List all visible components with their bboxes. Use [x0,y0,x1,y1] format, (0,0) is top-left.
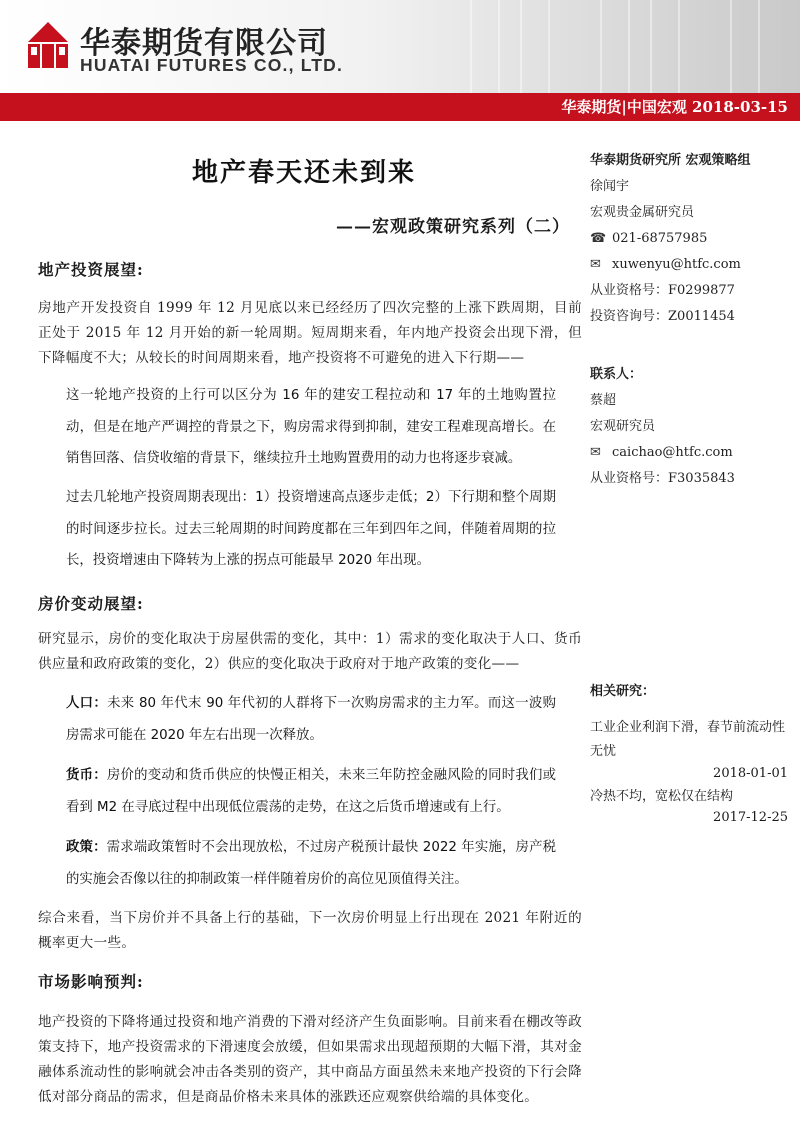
mail-icon: ✉ [590,445,601,460]
company-name-en: HUATAI FUTURES CO., LTD. [80,55,344,75]
header-decoration [600,0,630,93]
bullet-label: 政策： [66,840,107,855]
consult-label: 投资咨询号： [590,309,669,324]
breadcrumb: 华泰期货|中国宏观 2018-03-15 [561,98,788,116]
report-series: ——宏观政策研究系列（二） [336,217,570,237]
analyst-consult: Z0011454 [668,309,735,324]
header-decoration [470,0,500,93]
header-decoration [730,0,760,93]
analyst-phone: 021-68757985 [612,231,708,246]
bullet-item [66,760,556,823]
related-item-date: 2018-01-01 [713,766,788,781]
license-label: 从业资格号： [590,471,669,486]
page-header [0,0,800,93]
contact-email-row [590,440,795,466]
analyst-license: F0299877 [668,283,735,298]
analyst-email-row [590,252,795,278]
bullet-label: 人口： [66,696,108,711]
related-item-title[interactable]: 冷热不均，宽松仅在结构 [590,789,734,804]
analyst-email[interactable]: xuwenyu@htfc.com [612,257,741,272]
analyst-license-row [590,278,795,304]
license-label: 从业资格号： [590,283,669,298]
company-logo-icon [26,20,70,70]
analyst-title: 宏观贵金属研究员 [590,205,695,220]
bullet-text: 房价的变动和货币供应的快慢正相关，未来三年防控金融风险的同时我们或看到 M2 在寻底过程中出现低位震荡的走势，在这之后货币增速或有上行。 [66,768,557,815]
bullet-item [66,832,556,895]
bullet-item [66,688,556,751]
contact-title: 宏观研究员 [590,419,656,434]
report-title: 地产春天还未到来 [192,158,417,188]
bullet-label: 货币： [66,768,107,783]
contact-email[interactable]: caichao@htfc.com [612,445,733,460]
phone-icon: ☎ [590,231,607,246]
section-paragraph: 研究显示，房价的变化取决于房屋供需的变化，其中：1）需求的变化取决于人口、货币供应量和政府政策的变化，2）供应的变化取决于政府对于地产政策的变化—— [38,631,582,672]
contact-license-row [590,466,795,492]
section-summary: 综合来看，当下房价并不具备上行的基础，下一次房价明显上行出现在 2021 年附近的概率更大一些。 [38,910,582,951]
section-heading: 地产投资展望: [38,260,144,279]
sidebar-analyst [590,148,795,330]
bullet-item [66,380,556,475]
sidebar-org: 华泰期货研究所 宏观策略组 [590,153,751,168]
section-paragraph: 地产投资的下降将通过投资和地产消费的下滑对经济产生负面影响。目前来看在棚改等政策支持下，地产投资需求的下滑速度会放缓，但如果需求出现超预期的大幅下滑，其对金融体系流动性的影响就会冲击各类别的资产，其中商品方面虽然未来地产投资的下行会降低对部分商品的需求，但是商品价格未来具体的涨跌还应观察供给端的具体变化。 [38,1014,582,1105]
contact-name: 蔡超 [590,393,617,408]
analyst-phone-row [590,226,795,252]
related-item-title[interactable]: 工业企业利润下滑，春节前流动性无忧 [590,720,786,759]
bullet-text: 未来 80 年代末 90 年代初的人群将下一次购房需求的主力军。而这一波购房需求可能在 2020 年左右出现一次释放。 [66,696,556,743]
bullet-text: 这一轮地产投资的上行可以区分为 16 年的建安工程拉动和 17 年的土地购置拉动，但是在地产严调控的背景之下，购房需求得到抑制，建安工程难现高增长。在销售回落、信贷收缩的背景下，继续拉升土地购置费用的动力也将逐步衰减。 [66,388,556,466]
mail-icon: ✉ [590,257,601,272]
analyst-consult-row [590,304,795,330]
sidebar-contact [590,362,795,492]
header-decoration [520,0,550,93]
header-decoration [650,0,680,93]
bullet-text: 过去几轮地产投资周期表现出：1）投资增速高点逐步走低；2）下行期和整个周期的时间逐步拉长。过去三轮周期的时间跨度都在三年到四年之间，伴随着周期的拉长，投资增速由下降转为上涨的拐点可能最早 2020 年出现。 [66,490,556,568]
contact-label: 联系人： [590,367,643,382]
company-name-cn: 华泰期货有限公司 [80,26,328,61]
related-research-title: 相关研究： [590,684,656,699]
section-heading: 市场影响预判: [38,972,144,991]
contact-license: F3035843 [668,471,735,486]
section-paragraph: 房地产开发投资自 1999 年 12 月见底以来已经经历了四次完整的上涨下跌周期，目前正处于 2015 年 12 月开始的新一轮周期。短周期来看，年内地产投资会出现下滑，但下降幅度不大；从较长的时间周期来看，地产投资将不可避免的进入下行期—— [38,300,582,366]
analyst-name: 徐闻宇 [590,179,630,194]
section-heading: 房价变动展望: [38,594,144,613]
bullet-text: 需求端政策暂时不会出现放松，不过房产税预计最快 2022 年实施，房产税的实施会否像以往的抑制政策一样伴随着房价的高位见顶值得关注。 [66,840,557,887]
related-item-date: 2017-12-25 [713,810,788,825]
bullet-item [66,482,556,577]
